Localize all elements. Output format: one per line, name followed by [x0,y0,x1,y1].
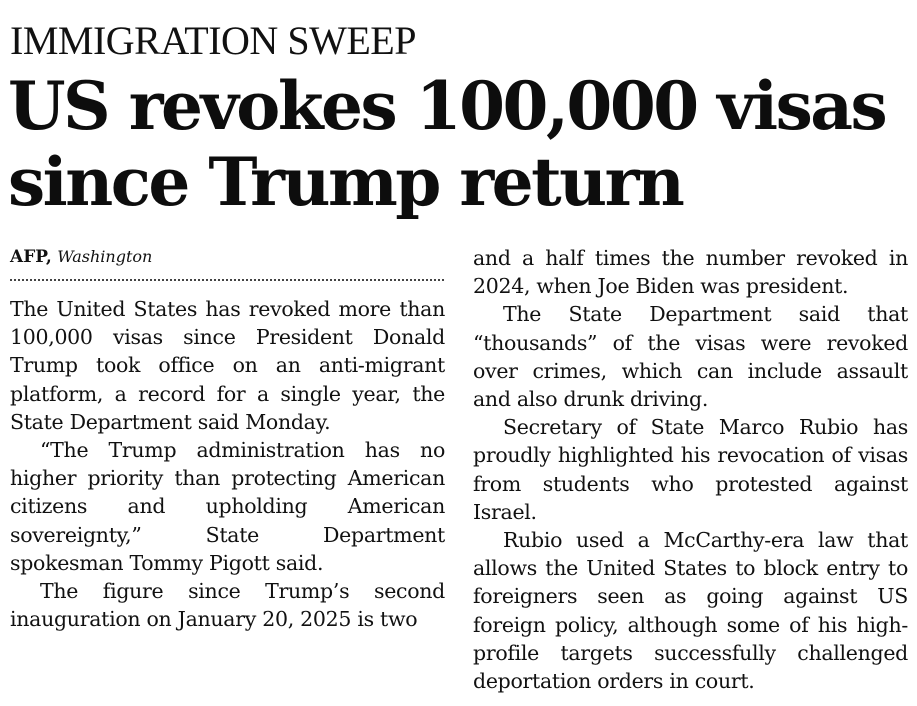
paragraph: Secretary of State Marco Rubio has proudly highlighted his revocation of visas from students who protested against Israel. [473,415,908,524]
article-column-right [473,244,908,695]
article-column-left [10,295,445,633]
headline [8,68,885,220]
byline-agency: AFP, [10,247,52,267]
paragraph: and a half times the number revoked in 2024, when Joe Biden was president. [473,246,908,299]
byline [10,245,444,281]
paragraph: The United States has revoked more than 100,000 visas since President Donald Trump took office on an anti-migrant platform, a record for a single year, the State Department said Monday. [10,297,445,434]
headline-line-1: US revokes 100,000 visas [8,67,886,145]
headline-line-2: since Trump return [8,143,683,221]
paragraph: The State Department said that “thousands” of the visas were revoked over crimes, which can include assault and also drunk driving. [473,302,908,412]
paragraph: The figure since Trump’s second inauguration on January 20, 2025 is two [10,579,445,632]
paragraph: “The Trump administration has no higher priority than protecting American citizens and upholding American sovereignty,” State Department spokesman Tommy Pigott said. [10,438,445,575]
paragraph: Rubio used a McCarthy-era law that allows the United States to block entry to foreigners seen as going against US foreign policy, although some of his high-profile targets successfully challenged deportation orders in court. [473,528,908,694]
kicker: IMMIGRATION SWEEP [10,18,416,63]
byline-location: Washington [57,247,153,266]
